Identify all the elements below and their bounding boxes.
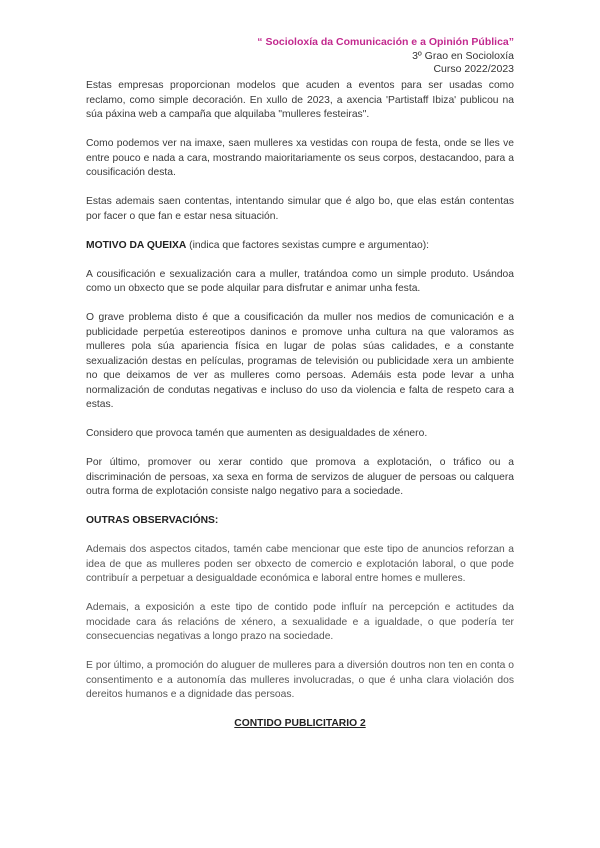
motivo-paragraph-2: O grave problema disto é que a cousificación da muller nos medios de comunicación e a publicidade perpetúa estereotipos daninos e promove unha cultura na que valoramos as mulleres pola súa apariencia física en lugar de polas súas calidades, e a constante sexualización destas en películas, programas de televisión ou publicidade xera un ambiente no que deixamos de ver as mulleres como persoas. Ademáis esta pode levar a unha normalización de condutas negativas e incluso do uso da violencia e falta de respeto cara a estas.	[86, 312, 514, 410]
observacions-section	[86, 543, 514, 703]
footer-heading: CONTIDO PUBLICITARIO 2	[234, 718, 366, 729]
observacions-title: OUTRAS OBSERVACIÓNS:	[86, 515, 219, 526]
intro-paragraph-2: Como podemos ver na imaxe, saen mulleres xa vestidas con roupa de festa, onde se lles ve entre pouco e nada a cara, mostrando maioritariamente os seus corpos, destacandoo, para a cousificación desta.	[86, 138, 514, 178]
grade-line: 3º Grao en Socioloxía	[412, 49, 514, 62]
intro-paragraph-1: Estas empresas proporcionan modelos que acuden a eventos para ser usadas como reclamo, como simple decoración. En xullo de 2023, a axencia 'Partistaff Ibiza' publicou na súa páxina web a campaña que alquilaba "mulleres festeiras".	[86, 80, 514, 120]
document-header	[257, 36, 514, 77]
observacions-paragraph-1: Ademais dos aspectos citados, tamén cabe mencionar que este tipo de anuncios reforzan a idea de que as mulleres poden ser obxecto de comercio e explotación laboral, o que pode contribuír a perpetuar a desigualdade económica e laboral entre homes e mulleres.	[86, 544, 514, 584]
observacions-paragraph-2: Ademais, a exposición a este tipo de contido pode influír na percepción e actitudes da mocidade cara ás relacións de xénero, a sexualidade e a igualdade, o que podería ter consecuencias negativas a longo prazo na sociedade.	[86, 602, 514, 642]
intro-paragraph-3: Estas ademais saen contentas, intentando simular que é algo bo, que elas están contentas por facer o que fan e estar nesa situación.	[86, 196, 514, 222]
motivo-paragraph-3: Considero que provoca tamén que aumenten as desigualdades de xénero.	[86, 428, 428, 439]
motivo-title: MOTIVO DA QUEIXA	[86, 239, 187, 251]
motivo-paragraph-4: Por último, promover ou xerar contido que promova a explotación, o tráfico ou a discriminación de persoas, xa sexa en forma de servizos de aluguer de persoas ou calquera outra forma de explotación consiste nalgo negativo para a sociedade.	[86, 457, 514, 497]
motivo-heading	[86, 239, 514, 254]
observacions-paragraph-3: E por último, a promoción do aluguer de mulleres para a diversión doutros non ten en conta o consentimento e a autonomía das mulleres involucradas, o que é unha clara violación dos dereitos humanos e a dignidade das persoas.	[86, 660, 514, 700]
motivo-subtitle: (indica que factores sexistas cumpre e argumentao):	[186, 239, 429, 251]
document-body	[86, 79, 514, 746]
course-year: Curso 2022/2023	[433, 63, 514, 75]
motivo-paragraph-1: A cousificación e sexualización cara a muller, tratándoa como un simple produto. Usándoa como un obxecto que se pode alquilar para disfrutar e animar unha festa.	[86, 268, 514, 294]
course-title: “ Socioloxía da Comunicación e a Opinión Pública”	[257, 36, 514, 48]
